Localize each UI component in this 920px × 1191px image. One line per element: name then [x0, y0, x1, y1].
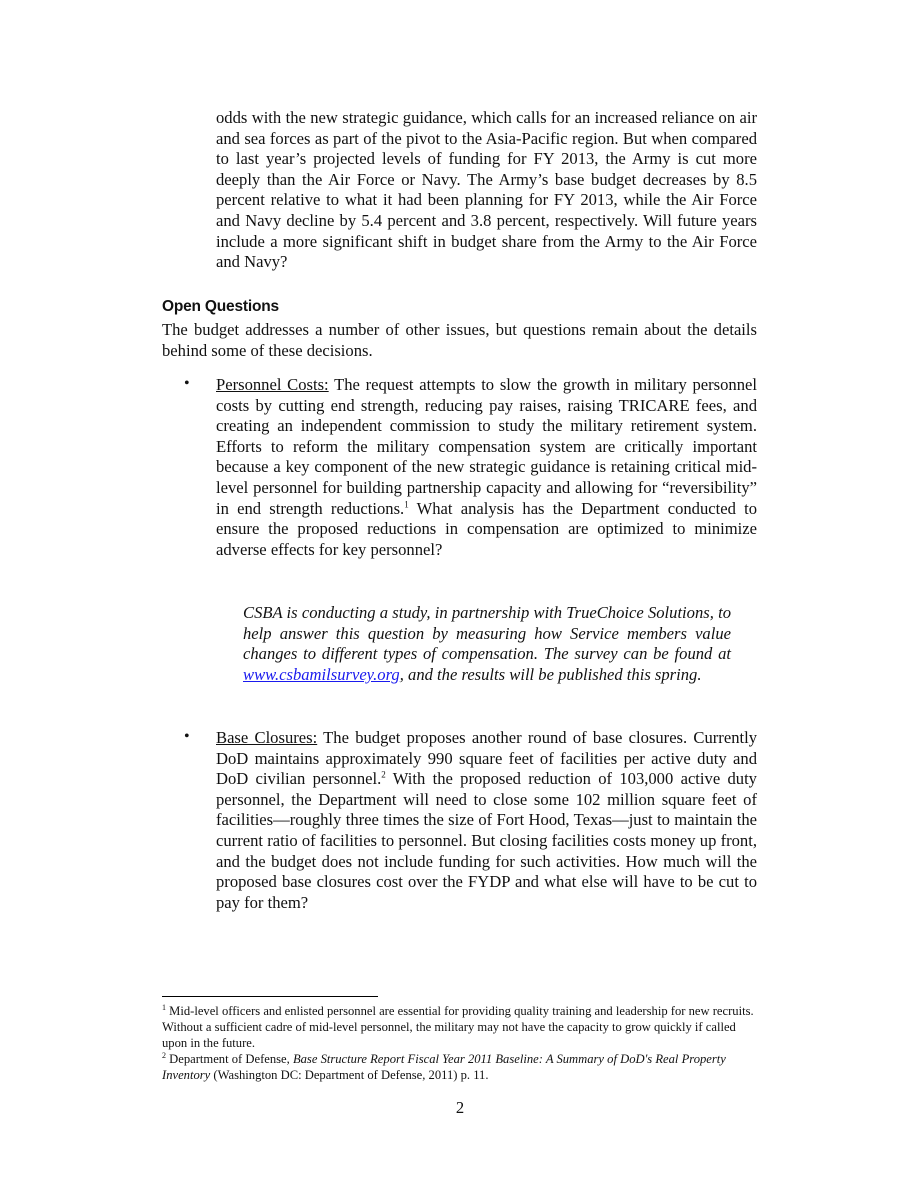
footnote-ref-1[interactable]: 1: [404, 499, 409, 510]
intro-paragraph: odds with the new strategic guidance, which calls for an increased reliance on air and sea forces as part of the pivot to the Asia-Pacific region. But when compared to last year’s projected levels of funding for FY 2013, the Army is cut more deeply than the Air Force or Navy. The Army’s base budget decreases by 8.5 percent relative to what it had been planning for FY 2013, while the Air Force and Navy decline by 5.4 percent and 3.8 percent, respectively. Will future years include a more significant shift in budget share from the Army to the Air Force and Navy?: [216, 108, 757, 272]
bullet-personnel: •: [184, 375, 190, 392]
personnel-costs-text: The request attempts to slow the growth in military personnel costs by cutting end strength, reducing pay raises, raising TRICARE fees, and creating an independent commission to study the military retirement system. Efforts to reform the military compensation system are critically important because a key component of the new strategic guidance is retaining critical mid-level personnel for building partnership capacity and allowing for “reversibility” in end strength reductions.: [216, 375, 757, 518]
footnote-1-text: Mid-level officers and enlisted personnel are essential for providing quality training and leadership for new recruits. Without a sufficient cadre of mid-level personnel, the military may not have the capacity to grow quickly if called upon in the future.: [162, 1004, 754, 1050]
footnote-2-title: Base Structure Report Fiscal Year 2011 Baseline: A Summary of DoD's Real Property Inventory: [162, 1052, 726, 1082]
personnel-costs-question: What analysis has the Department conducted to ensure the proposed reductions in compensation are optimized to minimize adverse effects for key personnel?: [216, 498, 758, 559]
personnel-costs-title: Personnel Costs:: [216, 375, 329, 394]
callout-text: CSBA is conducting a study, in partnership with TrueChoice Solutions, to help answer this question by measuring how Service members value changes to different types of compensation. The survey can be found at: [243, 603, 731, 664]
section-heading: Open Questions: [162, 298, 279, 315]
footnote-divider: [162, 996, 378, 997]
footnote-2-number: 2: [162, 1050, 166, 1060]
base-closures-title: Base Closures:: [216, 728, 318, 747]
footnote-ref-2[interactable]: 2: [381, 769, 386, 780]
bullet-base: •: [184, 728, 190, 745]
callout-text-end: , and the results will be published this spring.: [399, 664, 702, 684]
csba-callout: [243, 603, 731, 685]
section-intro: The budget addresses a number of other issues, but questions remain about the details behind some of these decisions.: [162, 320, 757, 360]
survey-link[interactable]: www.csbamilsurvey.org: [243, 664, 400, 684]
base-closures-paragraph: [216, 728, 757, 913]
footnote-2-text: Department of Defense,: [166, 1052, 293, 1066]
footnote-1-number: 1: [162, 1002, 166, 1012]
base-closures-text: The budget proposes another round of base closures. Currently DoD maintains approximately 990 square feet of facilities per active duty and DoD civilian personnel.: [216, 728, 758, 789]
personnel-costs-paragraph: [216, 375, 757, 560]
footnote-2: [162, 1051, 757, 1083]
footnote-2-citation: (Washington DC: Department of Defense, 2011) p. 11.: [210, 1068, 489, 1082]
footnote-1: [162, 1003, 757, 1051]
base-closures-question: With the proposed reduction of 103,000 active duty personnel, the Department will need to close some 102 million square feet of facilities—roughly three times the size of Fort Hood, Texas—just to maintain the current ratio of facilities to personnel. But closing facilities costs money up front, and the budget does not include funding for such activities. How much will the proposed base closures cost over the FYDP and what else will have to be cut to pay for them?: [216, 769, 757, 912]
page-number: 2: [455, 1098, 465, 1117]
